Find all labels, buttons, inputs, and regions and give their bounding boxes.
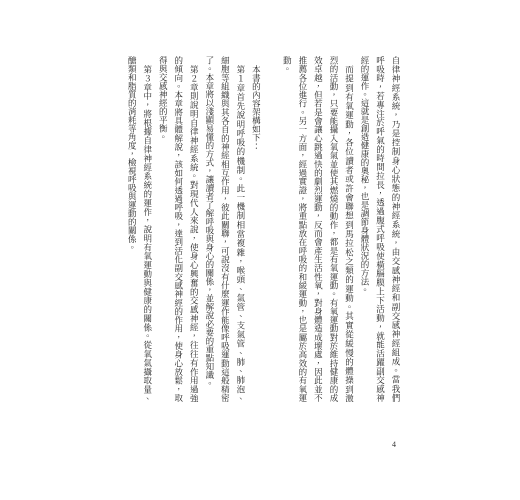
paragraph-chapter-3 (123, 56, 154, 402)
paragraph-autonomic-intro (355, 56, 402, 402)
text-column: 烈的活動，只要能攝入氧氣並使其燃燒的動作，都是有氧運動。有氧運動對於維持健康的成 (327, 56, 338, 402)
text-column: 呼吸時，若專注於呼氣的時間拉長，透過腹式呼吸使橫膈膜上下活動，就能活躍副交感神 (374, 56, 385, 402)
body-text (122, 56, 402, 402)
page-number: 4 (392, 440, 396, 449)
blank-column (262, 56, 278, 402)
text-column: 推薦各位進行。另一方面，經過實證，將重點放在呼吸的和緩運動，也是屬於高效的有氧運 (296, 56, 307, 402)
text-column: 本書的內容架構如下： (250, 64, 261, 150)
text-column: 經的運作。這就是創造健康的奧秘，也是調節身體狀況的方法。 (358, 56, 369, 294)
text-column: 第２章則說明自律神經系統。對現代人來說，使身心興奮的交感神經，往往有作用過強 (188, 64, 199, 402)
text-column: 了。本章將以淺顯易懂的方式，讓讀者了解呼吸與身心的關係，並解說必要的重點知識。 (203, 56, 214, 388)
text-column: 得與交感神經的平衡。 (157, 56, 168, 141)
text-column: 而提到有氧運動，各位讀者或許會聯想到馬拉松之類的運動。其實從緩慢的體操到激 (343, 64, 354, 402)
paragraph-chapter-1 (200, 56, 247, 402)
text-column: 動。 (281, 56, 292, 73)
text-column: 第３章中，將根據自律神經系統的運作，說明有氧運動與健康的關係。從氧氣攝取量、 (141, 64, 152, 402)
paragraph-aerobic-exercise (278, 56, 356, 402)
text-column: 的傾向。本章將具體解說，該如何透過呼吸，達到活化副交感神經的作用，使身心放鬆，取 (172, 56, 183, 402)
paragraph-chapter-2 (154, 56, 201, 402)
text-column: 自律神經系統，乃是控制身心狀態的神經系統，由交感神經和副交感神經組成。當我們 (390, 56, 400, 402)
text-column: 效卓越，但若是會讓心跳過快的劇烈運動，反而會產生活性氧，對身體造成壞處，因此並不 (312, 56, 323, 402)
text-column: 醣類和脂質的消耗等角度，檢視呼吸與運動的關係。 (126, 56, 137, 252)
text-column: 第１章首先說明呼吸的機制。此一機制相當複雜，喉頭、氣管、支氣管、肺、肺泡、 (234, 64, 245, 402)
text-column: 細胞等組織與其各自的神經相互作用，彼此關聯，可說沒有什麼運作能像呼吸運動這般精密 (219, 56, 230, 402)
paragraph-book-structure (247, 56, 263, 402)
